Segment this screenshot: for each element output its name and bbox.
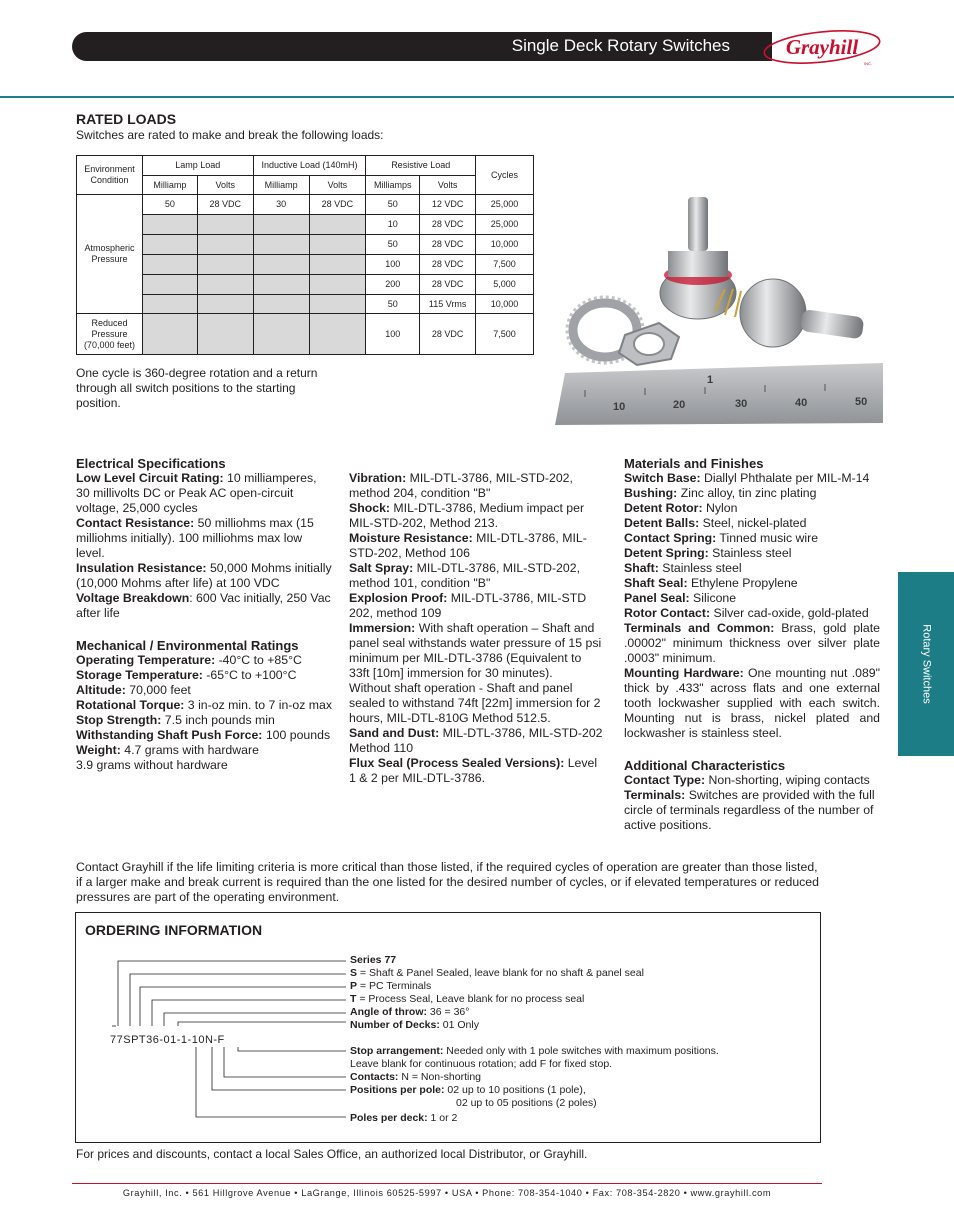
- header-bar: [72, 32, 772, 61]
- cycles: 25,000: [476, 215, 534, 235]
- spec-item: Contact Resistance: 50 milliohms max (15 milliohms initially). 100 milliohms max low level.: [76, 516, 314, 560]
- page-title: Single Deck Rotary Switches: [511, 36, 730, 55]
- environmental-section: [349, 471, 605, 786]
- cycles: 10,000: [476, 235, 534, 255]
- electrical-title: Electrical Specifications: [76, 456, 226, 471]
- spec-item: Operating Temperature: -40°C to +85°C: [76, 653, 302, 667]
- ruler-mark: 20: [673, 399, 686, 411]
- table-row: [77, 314, 534, 355]
- spec-item: Low Level Circuit Rating: 10 milliamperes, 30 millivolts DC or Peak AC open-circuit voltage, 25,000 cycles: [76, 471, 317, 515]
- th-ind-volts: Volts: [309, 176, 366, 195]
- spec-item: Detent Spring: Stainless steel: [624, 546, 792, 560]
- spec-item: Salt Spray: MIL-DTL-3786, MIL-STD-202, method 101, condition "B": [349, 561, 580, 590]
- spec-item: Terminals and Common: Brass, gold plate .00002" minimum thickness over silver plate .0003" minimum.: [624, 621, 880, 665]
- env-reduced: Reduced Pressure (70,000 feet): [77, 314, 143, 355]
- th-cycles: Cycles: [476, 156, 534, 195]
- contact-paragraph: Contact Grayhill if the life limiting criteria is more critical than those listed, if the required cycles of operation are greater than those listed, if a larger make and break current is required than the one listed for the desired number of cycles, or if elevated temperatures or reduced pressures are part of the operating environment.: [76, 860, 819, 904]
- table-row: [77, 215, 534, 235]
- spec-item: Moisture Resistance: MIL-DTL-3786, MIL-STD-202, Method 106: [349, 531, 587, 560]
- spec-item: Immersion: With shaft operation – Shaft and panel seal withstands water pressure of 15 psi minimum per MIL-DTL-3786 (Equivalent to 33ft [10m] immersion for 30 minutes).: [349, 621, 602, 680]
- spec-item: Contact Spring: Tinned music wire: [624, 531, 819, 545]
- spec-item: Shaft: Stainless steel: [624, 561, 742, 575]
- spec-item: Bushing: Zinc alloy, tin zinc plating: [624, 486, 817, 500]
- spec-item: Vibration: MIL-DTL-3786, MIL-STD-202, method 204, condition "B": [349, 471, 573, 500]
- env-atmospheric: Atmospheric Pressure: [77, 195, 143, 314]
- spec-item: Without shaft operation - Shaft and panel sealed to withstand 74ft [22m] immersion for 2 hours, MIL-DTL-810G Method 512.5.: [349, 681, 601, 725]
- electrical-section: [76, 456, 332, 773]
- spec-item: Mounting Hardware: One mounting nut .089" thick by .433" across flats and one external tooth lockwasher supplied with each switch. Mounting nut is brass, nickel plated and lockwasher is stainless steel.: [624, 666, 880, 740]
- ordering-line: Positions per pole: 02 up to 10 positions (1 pole),: [350, 1084, 586, 1096]
- lamp-ma: 50: [142, 195, 197, 215]
- cycle-note: One cycle is 360-degree rotation and a return through all switch positions to the starting position.: [76, 366, 318, 410]
- res-v: 115 Vrms: [420, 295, 476, 314]
- cycles: 5,000: [476, 275, 534, 295]
- ordering-line: P = PC Terminals: [350, 980, 432, 992]
- res-ma: 100: [366, 314, 420, 355]
- cycles: 25,000: [476, 195, 534, 215]
- spec-item: Terminals: Switches are provided with the full circle of terminals regardless of the number of active positions.: [624, 788, 875, 832]
- res-v: 28 VDC: [420, 275, 476, 295]
- spec-item: Panel Seal: Silicone: [624, 591, 737, 605]
- spec-item: Rotor Contact: Silver cad-oxide, gold-plated: [624, 606, 869, 620]
- spec-item: Shock: MIL-DTL-3786, Medium impact per MIL-STD-202, Method 213.: [349, 501, 585, 530]
- product-photo: [555, 185, 885, 425]
- cycles: 7,500: [476, 314, 534, 355]
- table-row: [77, 255, 534, 275]
- table-row: [77, 295, 534, 314]
- prices-note: For prices and discounts, contact a local Sales Office, an authorized local Distributor, or Grayhill.: [76, 1147, 588, 1161]
- ordering-line: Angle of throw: 36 = 36°: [350, 1006, 470, 1018]
- ordering-line: S = Shaft & Panel Sealed, leave blank for no shaft & panel seal: [350, 967, 644, 979]
- ruler-mark-top: 1: [707, 374, 714, 386]
- ordering-list-top: [350, 954, 644, 1032]
- ruler-mark: 30: [735, 398, 748, 410]
- table-row: [77, 195, 534, 215]
- ruler-mark: 40: [795, 397, 808, 409]
- ordering-line: Number of Decks: 01 Only: [350, 1019, 479, 1031]
- th-lamp-milliamp: Milliamp: [142, 176, 197, 195]
- th-lamp-load: Lamp Load: [142, 156, 253, 176]
- spec-item: Weight: 4.7 grams with hardware: [76, 743, 259, 757]
- res-ma: 50: [366, 235, 420, 255]
- table-row: [77, 275, 534, 295]
- th-resistive-load: Resistive Load: [366, 156, 476, 176]
- additional-title: Additional Characteristics: [624, 758, 786, 773]
- th-inductive-load: Inductive Load (140mH): [253, 156, 366, 176]
- res-v: 28 VDC: [420, 215, 476, 235]
- th-res-volts: Volts: [420, 176, 476, 195]
- cycles: 7,500: [476, 255, 534, 275]
- spec-item: 3.9 grams without hardware: [76, 758, 228, 772]
- ordering-line: 02 up to 05 positions (2 poles): [456, 1097, 597, 1109]
- spec-item: Switch Base: Diallyl Phthalate per MIL-M-14: [624, 471, 870, 485]
- side-tab-label: Rotary Switches: [920, 624, 933, 704]
- th-environment: Environment Condition: [77, 156, 143, 195]
- res-v: 28 VDC: [420, 255, 476, 275]
- res-ma: 100: [366, 255, 420, 275]
- ind-ma: 30: [253, 195, 309, 215]
- materials-title: Materials and Finishes: [624, 456, 764, 471]
- spec-item: Withstanding Shaft Push Force: 100 pounds: [76, 728, 331, 742]
- spec-item: Detent Rotor: Nylon: [624, 501, 738, 515]
- materials-section: [624, 456, 880, 833]
- ordering-line: Contacts: N = Non-shorting: [350, 1071, 482, 1083]
- grayhill-logo: [762, 27, 884, 71]
- spec-item: Flux Seal (Process Sealed Versions): Level 1 & 2 per MIL-DTL-3786.: [349, 756, 598, 785]
- th-ind-milliamp: Milliamp: [253, 176, 309, 195]
- spec-item: Altitude: 70,000 feet: [76, 683, 191, 697]
- spec-item: Explosion Proof: MIL-DTL-3786, MIL-STD 202, method 109: [349, 591, 587, 620]
- ordering-line: Stop arrangement: Needed only with 1 pole switches with maximum positions.: [350, 1045, 719, 1057]
- res-ma: 10: [366, 215, 420, 235]
- spec-item: Sand and Dust: MIL-DTL-3786, MIL-STD-202 Method 110: [349, 726, 603, 755]
- th-lamp-volts: Volts: [197, 176, 253, 195]
- spec-item: Insulation Resistance: 50,000 Mohms initially (10,000 Mohms after life) at 100 VDC: [76, 561, 332, 590]
- rated-loads-subtitle: Switches are rated to make and break the following loads:: [76, 128, 384, 142]
- ind-v: 28 VDC: [309, 195, 366, 215]
- spec-item: Shaft Seal: Ethylene Propylene: [624, 576, 798, 590]
- ordering-title: ORDERING INFORMATION: [85, 922, 263, 938]
- res-v: 28 VDC: [420, 235, 476, 255]
- spec-item: Contact Type: Non-shorting, wiping contacts: [624, 773, 870, 787]
- res-v: 28 VDC: [420, 314, 476, 355]
- spec-item: Voltage Breakdown: 600 Vac initially, 250 Vac after life: [76, 591, 331, 620]
- ordering-line: T = Process Seal, Leave blank for no process seal: [350, 993, 585, 1005]
- footer-rule: [72, 1183, 822, 1184]
- ordering-line: Series 77: [350, 954, 397, 966]
- ordering-list-bottom: [350, 1045, 719, 1125]
- spec-item: Detent Balls: Steel, nickel-plated: [624, 516, 807, 530]
- part-number-example: 77SPT36-01-1-10N-F: [110, 1034, 225, 1046]
- footer-address: Grayhill, Inc. • 561 Hillgrove Avenue • LaGrange, Illinois 60525-5997 • USA • Phone: 708-354-1040 • Fax: 708-354-2820 • www.grayhill.com: [122, 1188, 772, 1198]
- header-rule: [0, 96, 954, 98]
- ruler-mark: 10: [613, 401, 626, 413]
- svg-text:INC.: INC.: [864, 61, 872, 66]
- res-ma: 50: [366, 195, 420, 215]
- rated-loads-title: RATED LOADS: [76, 111, 177, 127]
- rated-loads-table: [76, 155, 534, 355]
- mechanical-title: Mechanical / Environmental Ratings: [76, 638, 299, 653]
- side-tab: [898, 572, 954, 756]
- res-ma: 50: [366, 295, 420, 314]
- lamp-v: 28 VDC: [197, 195, 253, 215]
- cycles: 10,000: [476, 295, 534, 314]
- ordering-line: Leave blank for continuous rotation; add F for fixed stop.: [350, 1058, 613, 1070]
- res-ma: 200: [366, 275, 420, 295]
- svg-text:Grayhill: Grayhill: [785, 35, 859, 59]
- ruler-mark: 50: [855, 396, 868, 408]
- th-res-milliamps: Milliamps: [366, 176, 420, 195]
- ordering-line: Poles per deck: 1 or 2: [350, 1112, 458, 1124]
- ordering-box: [75, 912, 821, 1143]
- spec-item: Stop Strength: 7.5 inch pounds min: [76, 713, 275, 727]
- res-v: 12 VDC: [420, 195, 476, 215]
- spec-item: Storage Temperature: -65°C to +100°C: [76, 668, 297, 682]
- spec-item: Rotational Torque: 3 in-oz min. to 7 in-oz max: [76, 698, 333, 712]
- table-row: [77, 235, 534, 255]
